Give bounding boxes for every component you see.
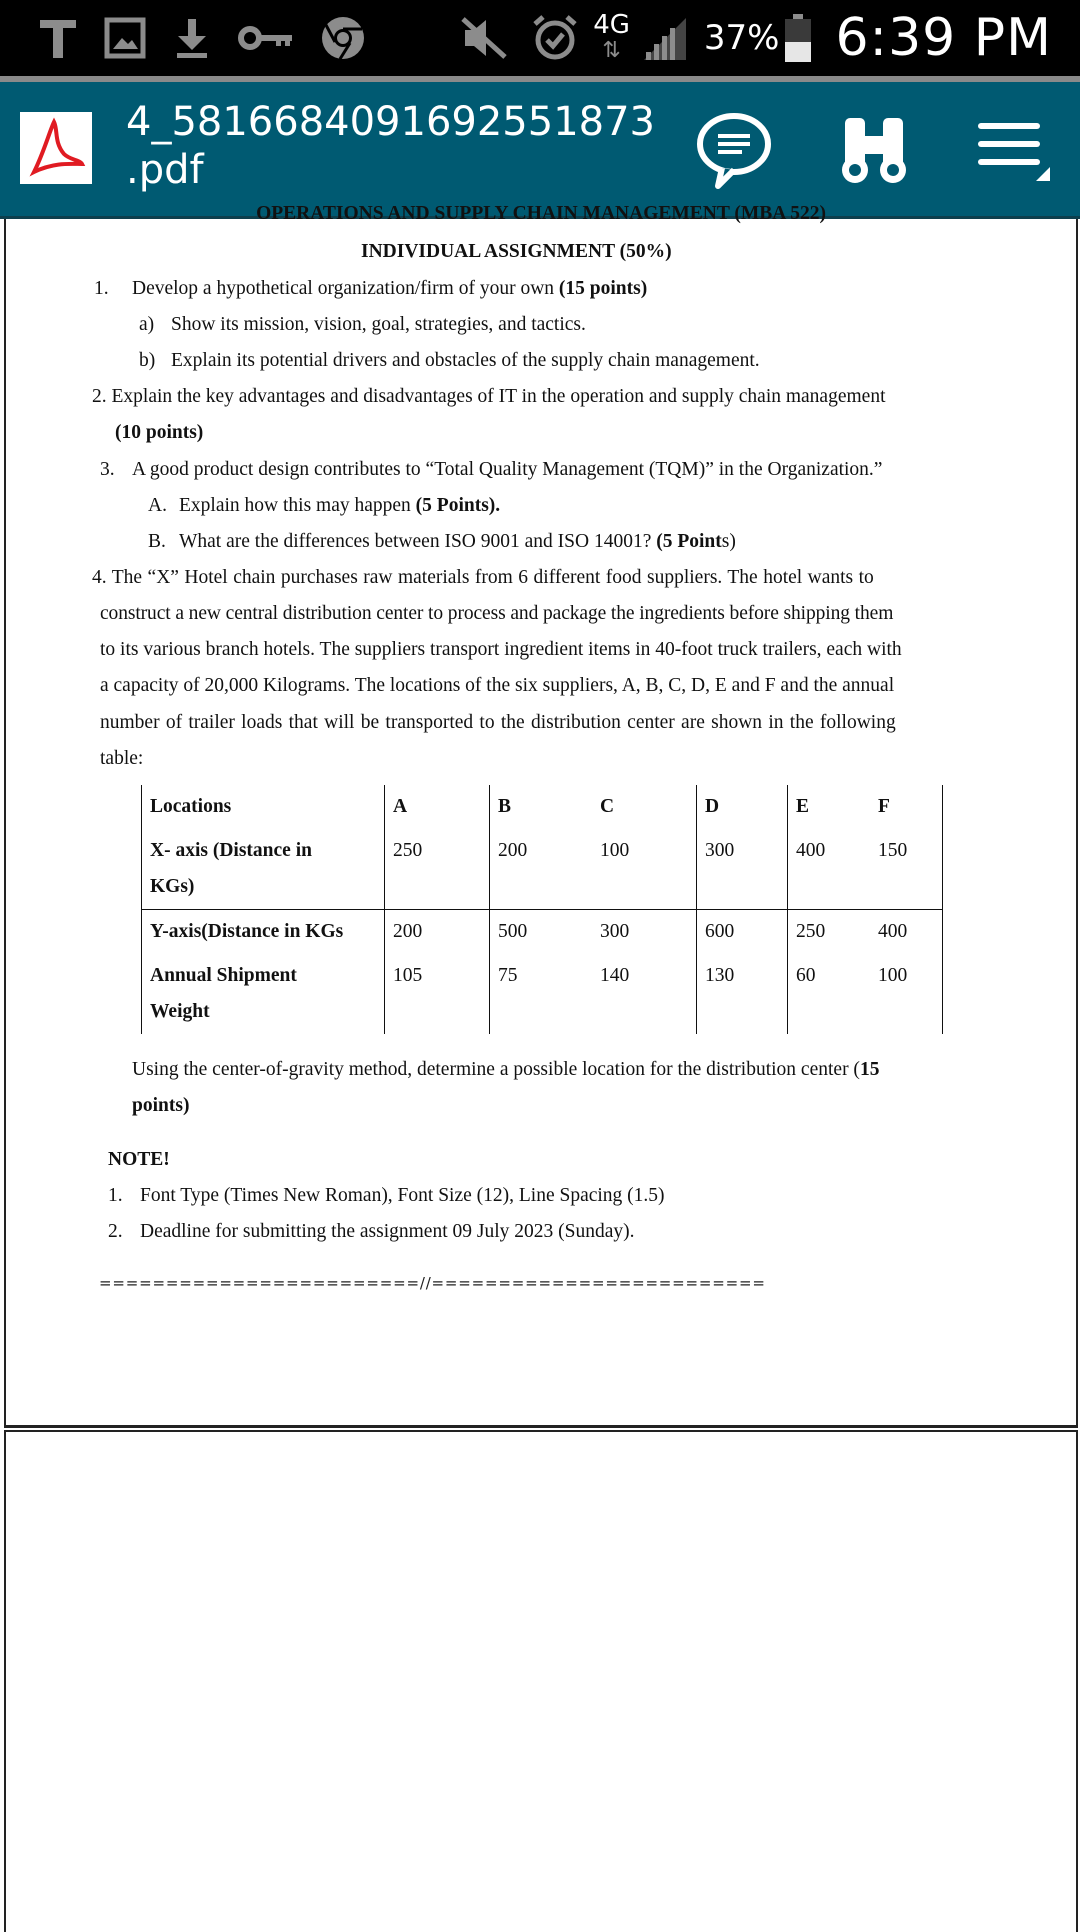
- table-cell: 200: [490, 829, 593, 910]
- note-item-2-number: 2.: [108, 1221, 123, 1242]
- alarm-icon: [531, 14, 579, 62]
- table-header-cell: C: [592, 785, 697, 829]
- q3-number: 3.: [100, 459, 115, 480]
- status-bar: [0, 0, 1080, 76]
- table-row: [142, 910, 943, 955]
- q3b-points-end: s): [721, 531, 736, 552]
- cog-text: Using the center-of-gravity method, determine a possible location for the distribution center (: [132, 1059, 860, 1080]
- menu-icon: [972, 115, 1052, 185]
- q4-line-1: 4. The “X” Hotel chain purchases raw materials from 6 different food suppliers. The hotel wants to: [92, 567, 874, 588]
- network-indicator: [593, 10, 630, 63]
- q3a-label: A.: [148, 495, 167, 516]
- row-label-line: X- axis (Distance in: [150, 840, 312, 861]
- q4-line-2: construct a new central distribution center to process and package the ingredients before shipping them: [100, 603, 894, 624]
- title-line-2: .pdf: [126, 147, 204, 193]
- table-cell: 250: [385, 829, 490, 910]
- table-cell: 250: [796, 921, 826, 942]
- pdf-page-next[interactable]: [4, 1430, 1078, 1932]
- table-cell: 500: [498, 921, 528, 942]
- cog-question: [132, 1059, 879, 1081]
- row-label-line: Weight: [150, 1001, 210, 1022]
- table-cell: 100: [592, 829, 697, 910]
- q4-line-3: to its various branch hotels. The suppliers transport ingredient items in 40-foot truck trailers, each with: [100, 639, 902, 660]
- q2-number: 2.: [92, 386, 107, 407]
- table-cell: 400: [788, 829, 871, 910]
- question-3b: [179, 531, 736, 553]
- app-bar: [0, 82, 1080, 218]
- q1a-label: a): [139, 314, 155, 335]
- q1a-text: Show its mission, vision, goal, strategies, and tactics.: [171, 314, 586, 335]
- battery-icon: [783, 12, 813, 64]
- question-1: [132, 278, 647, 300]
- table-cell: 75: [498, 965, 518, 986]
- row-label-line: KGs): [150, 876, 195, 897]
- q4-line-5: number of trailer loads that will be transported to the distribution center are shown in the following: [100, 712, 896, 733]
- cog-points-a: 15: [859, 1059, 880, 1080]
- network-type: 4G: [593, 10, 630, 40]
- table-cell: 200: [385, 910, 490, 955]
- table-header-row: [142, 785, 943, 829]
- table-cell: 140: [592, 954, 697, 1034]
- table-cell: 130: [697, 954, 788, 1034]
- q3b-label: B.: [148, 531, 166, 552]
- q4-line-4: a capacity of 20,000 Kilograms. The locations of the six suppliers, A, B, C, D, E and F and the annual: [100, 675, 895, 696]
- q4-line-6: table:: [100, 748, 144, 769]
- assignment-title: INDIVIDUAL ASSIGNMENT (50%): [361, 241, 672, 262]
- q1b-text: Explain its potential drivers and obstacles of the supply chain management.: [171, 350, 760, 371]
- mute-icon: [459, 15, 509, 61]
- comment-icon: [694, 110, 774, 190]
- q1-number: 1.: [94, 278, 109, 299]
- table-row: [142, 829, 943, 910]
- table-cell: 300: [697, 829, 788, 910]
- title-line-1: 4_5816684091692551873: [126, 99, 655, 145]
- question-2: [92, 386, 885, 408]
- table-header-cell: A: [385, 785, 490, 829]
- binoculars-icon: [839, 112, 909, 188]
- signal-icon: [640, 14, 690, 62]
- note-item-1: Font Type (Times New Roman), Font Size (12), Line Spacing (1.5): [140, 1185, 665, 1206]
- q3b-text: What are the differences between ISO 9001 and ISO 14001?: [179, 531, 657, 552]
- comment-button[interactable]: [688, 104, 780, 196]
- image-icon: [104, 16, 146, 60]
- row-label-line: Annual Shipment: [150, 965, 297, 986]
- clock: 6:39 PM: [835, 8, 1052, 68]
- q3-text: A good product design contributes to “Total Quality Management (TQM)” in the Organization.”: [132, 459, 883, 480]
- table-cell: 600: [697, 910, 788, 955]
- page-content: [6, 203, 1076, 1425]
- course-heading: OPERATIONS AND SUPPLY CHAIN MANAGEMENT (MBA 522): [256, 203, 826, 224]
- question-3a: [179, 495, 500, 517]
- separator-line: ========================//=========================: [99, 1274, 766, 1292]
- table-cell: 300: [592, 910, 697, 955]
- table-header-cell: D: [697, 785, 788, 829]
- table-cell: 60: [796, 965, 816, 986]
- key-icon: [238, 16, 294, 60]
- note-item-2: Deadline for submitting the assignment 09 July 2023 (Sunday).: [140, 1221, 635, 1242]
- table-row-label: [142, 954, 385, 1034]
- q1-text: Develop a hypothetical organization/firm of your own: [132, 278, 559, 299]
- table-cell: 150: [870, 829, 943, 910]
- q1b-label: b): [139, 350, 156, 371]
- table-header-cell: E: [796, 796, 810, 817]
- q3b-points: (5 Point: [656, 531, 722, 552]
- q1-points: (15 points): [558, 278, 648, 299]
- q2-text: Explain the key advantages and disadvantages of IT in the operation and supply chain management: [111, 386, 886, 407]
- download-icon: [172, 16, 212, 60]
- table-cell: 105: [385, 954, 490, 1034]
- table-row: [142, 954, 943, 1034]
- table-header-cell: B: [498, 796, 512, 817]
- pdf-page[interactable]: [4, 203, 1078, 1428]
- supplier-table: [141, 785, 943, 1034]
- data-transfer-icon: ⇅: [602, 38, 621, 63]
- table-header-cell: Locations: [142, 785, 385, 829]
- note-item-1-number: 1.: [108, 1185, 123, 1206]
- table-header-cell: F: [870, 785, 943, 829]
- note-title: NOTE!: [108, 1149, 170, 1170]
- chrome-icon: [320, 15, 366, 61]
- menu-button[interactable]: [966, 104, 1058, 196]
- t-icon: [38, 16, 78, 60]
- table-cell: 100: [870, 954, 943, 1034]
- q3a-points: (5 Points).: [415, 495, 501, 516]
- table-row-label: [142, 829, 385, 910]
- adobe-reader-icon[interactable]: [20, 112, 92, 192]
- cog-points-b: points): [132, 1095, 190, 1116]
- q2-points: (10 points): [115, 422, 204, 443]
- q3a-text: Explain how this may happen: [179, 495, 416, 516]
- table-row-label: Y-axis(Distance in KGs: [142, 910, 385, 955]
- document-title: [126, 98, 656, 194]
- search-button[interactable]: [828, 104, 920, 196]
- table-cell: 400: [870, 910, 943, 955]
- battery-percent: 37%: [703, 18, 780, 58]
